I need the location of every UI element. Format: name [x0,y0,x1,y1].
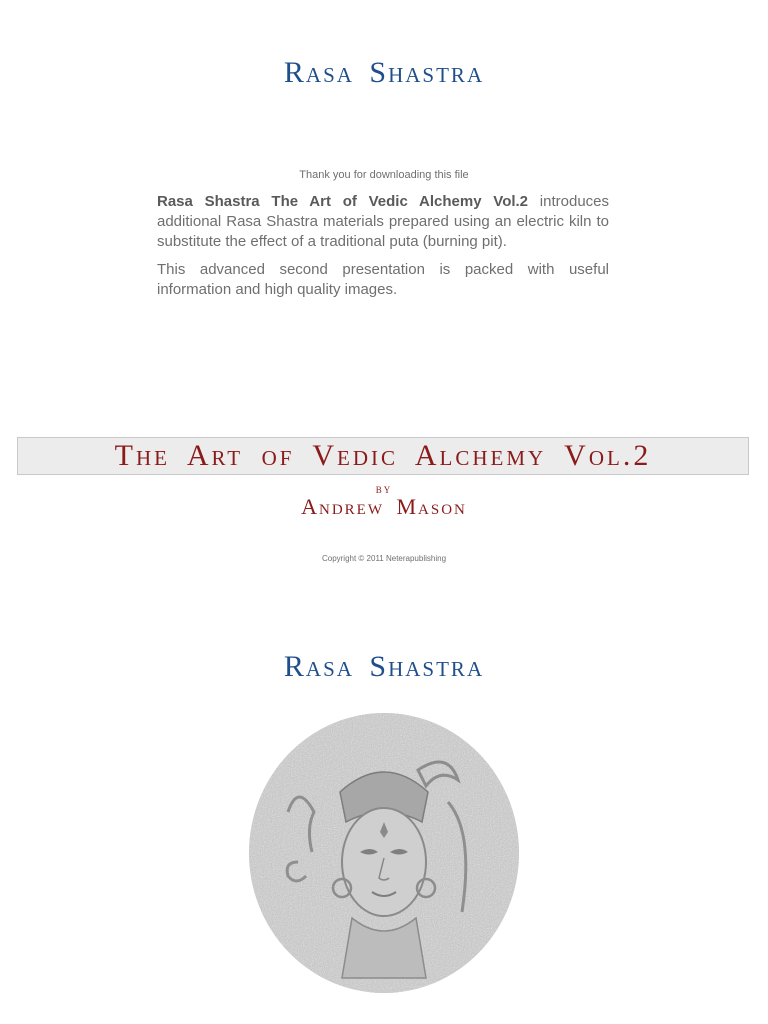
title-banner [17,437,749,475]
by-label: by [375,481,393,496]
shiva-medallion-icon [248,712,520,994]
intro-paragraph-1 [157,192,609,252]
book-title-bold: Rasa Shastra The Art of Vedic Alchemy Vol.2 [157,193,529,210]
thank-you-note: Thank you for downloading this file [299,169,469,181]
copyright-text: Copyright © 2011 Neterapublishing [321,554,447,563]
intro-text [157,192,609,308]
book-title: The Art of Vedic Alchemy Vol.2 [114,439,652,472]
intro-paragraph-2: This advanced second presentation is packed with useful information and high quality images. [157,261,609,298]
page-title: Rasa Shastra [283,56,485,89]
intro-paragraph-1-rest: introduces additional Rasa Shastra materials prepared using an electric kiln to substitute the effect of a traditional puta (burning pit). [157,193,609,250]
second-title: Rasa Shastra [283,650,485,683]
author-name: Andrew Mason [301,494,467,519]
